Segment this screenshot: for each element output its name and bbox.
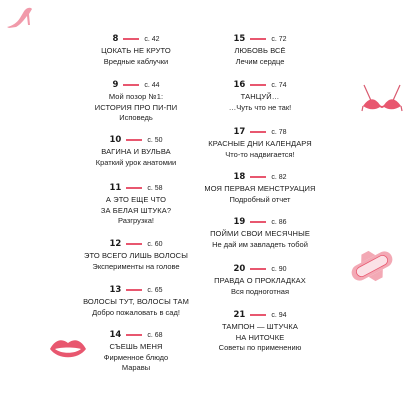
toc-entry-13[interactable] xyxy=(76,285,196,318)
high-heel-shoe-icon xyxy=(4,3,34,31)
chapter-subtitle: Вся подноготная xyxy=(230,286,290,296)
dash-separator xyxy=(126,289,142,291)
toc-entry-15[interactable] xyxy=(200,34,320,67)
chapter-title: ЭТО ВСЕГО ЛИШЬ ВОЛОСЫ xyxy=(84,251,188,260)
chapter-number: 9 xyxy=(112,80,119,90)
dash-separator xyxy=(126,187,142,189)
page-number: с. 78 xyxy=(271,128,287,136)
chapter-title: СЪЕШЬ МЕНЯ xyxy=(109,342,163,351)
page-number: с. 72 xyxy=(271,35,287,43)
chapter-subtitle: Лечим сердце xyxy=(235,56,285,66)
dash-separator xyxy=(250,268,266,270)
toc-entry-10[interactable] xyxy=(76,135,196,168)
chapter-number: 20 xyxy=(233,264,246,274)
page-number: с. 44 xyxy=(144,81,160,89)
toc-entry-14[interactable] xyxy=(76,330,196,373)
toc-entry-12[interactable] xyxy=(76,239,196,272)
dash-separator xyxy=(250,176,266,178)
chapter-subtitle: Эксперименты на голове xyxy=(92,261,180,271)
dash-separator xyxy=(250,38,266,40)
chapter-title: А ЭТО ЕЩЕ ЧТО ЗА БЕЛАЯ ШТУКА? xyxy=(100,195,172,215)
dash-separator xyxy=(250,314,266,316)
chapter-title: КРАСНЫЕ ДНИ КАЛЕНДАРЯ xyxy=(208,139,312,148)
toc-entry-16[interactable] xyxy=(200,80,320,113)
chapter-subtitle: Вредные каблучки xyxy=(103,56,169,66)
page-number: с. 42 xyxy=(144,35,160,43)
dash-separator xyxy=(126,334,142,336)
page-number: с. 74 xyxy=(271,81,287,89)
dash-separator xyxy=(126,139,142,141)
dash-separator xyxy=(123,38,139,40)
page-number: с. 65 xyxy=(147,286,163,294)
toc-entry-17[interactable] xyxy=(200,127,320,160)
page-number: с. 94 xyxy=(271,311,287,319)
chapter-subtitle: Добро пожаловать в сад! xyxy=(92,307,180,317)
chapter-number: 14 xyxy=(109,330,122,340)
chapter-title: ВОЛОСЫ ТУТ, ВОЛОСЫ ТАМ xyxy=(83,297,189,306)
page-number: с. 86 xyxy=(271,218,287,226)
chapter-title: ЦОКАТЬ НЕ КРУТО xyxy=(101,46,171,55)
chapter-number: 8 xyxy=(112,34,119,44)
chapter-number: 11 xyxy=(109,183,122,193)
chapter-title: ПРАВДА О ПРОКЛАДКАХ xyxy=(214,276,306,285)
dash-separator xyxy=(250,221,266,223)
chapter-number: 10 xyxy=(109,135,122,145)
sanitary-pad-icon xyxy=(346,243,398,289)
toc-entry-8[interactable] xyxy=(76,34,196,67)
chapter-title: ЛЮБОВЬ ВСЁ xyxy=(234,46,286,55)
toc-entry-11[interactable] xyxy=(76,183,196,226)
chapter-number: 13 xyxy=(109,285,122,295)
chapter-number: 16 xyxy=(233,80,246,90)
chapter-number: 19 xyxy=(233,217,246,227)
page-number: с. 82 xyxy=(271,173,287,181)
dash-separator xyxy=(250,84,266,86)
chapter-subtitle: Исповедь xyxy=(119,113,153,122)
page-number: с. 90 xyxy=(271,265,287,273)
chapter-number: 15 xyxy=(233,34,246,44)
toc-entry-18[interactable] xyxy=(200,172,320,205)
chapter-subtitle: Советы по применению xyxy=(218,343,302,352)
chapter-subtitle: Подробный отчет xyxy=(229,194,291,204)
toc-entry-21[interactable] xyxy=(200,310,320,353)
dash-separator xyxy=(250,131,266,133)
chapter-subtitle: Не дай им завладеть тобой xyxy=(212,239,308,249)
chapter-number: 12 xyxy=(109,239,122,249)
chapter-subtitle: Фирменное блюдо Маравы xyxy=(103,352,169,372)
page-number: с. 68 xyxy=(147,331,163,339)
chapter-title: ТАМПОН — ШТУЧКА НА НИТОЧКЕ xyxy=(222,322,298,342)
chapter-title: МОЯ ПЕРВАЯ МЕНСТРУАЦИЯ xyxy=(204,184,316,193)
dash-separator xyxy=(123,84,139,86)
dash-separator xyxy=(126,243,142,245)
chapter-number: 18 xyxy=(233,172,246,182)
page-number: с. 60 xyxy=(147,240,163,248)
bra-icon xyxy=(360,79,404,119)
page-number: с. 50 xyxy=(147,136,163,144)
page-number: с. 58 xyxy=(147,184,163,192)
chapter-number: 17 xyxy=(233,127,246,137)
chapter-title: ТАНЦУЙ… xyxy=(240,92,280,101)
chapter-title: ВАГИНА И ВУЛЬВА xyxy=(101,147,171,156)
chapter-subtitle: Разгрузка! xyxy=(118,216,154,225)
chapter-number: 21 xyxy=(233,310,246,320)
chapter-subtitle: …Чуть что не так! xyxy=(228,102,292,112)
toc-entry-19[interactable] xyxy=(200,217,320,250)
toc-entry-9[interactable] xyxy=(76,80,196,123)
chapter-title: Мой позор №1: ИСТОРИЯ ПРО ПИ-ПИ xyxy=(94,92,178,112)
toc-entry-20[interactable] xyxy=(200,264,320,297)
chapter-title: ПОЙМИ СВОИ МЕСЯЧНЫЕ xyxy=(210,229,310,238)
chapter-subtitle: Что-то надвигается! xyxy=(225,149,295,159)
chapter-subtitle: Краткий урок анатомии xyxy=(95,157,177,167)
